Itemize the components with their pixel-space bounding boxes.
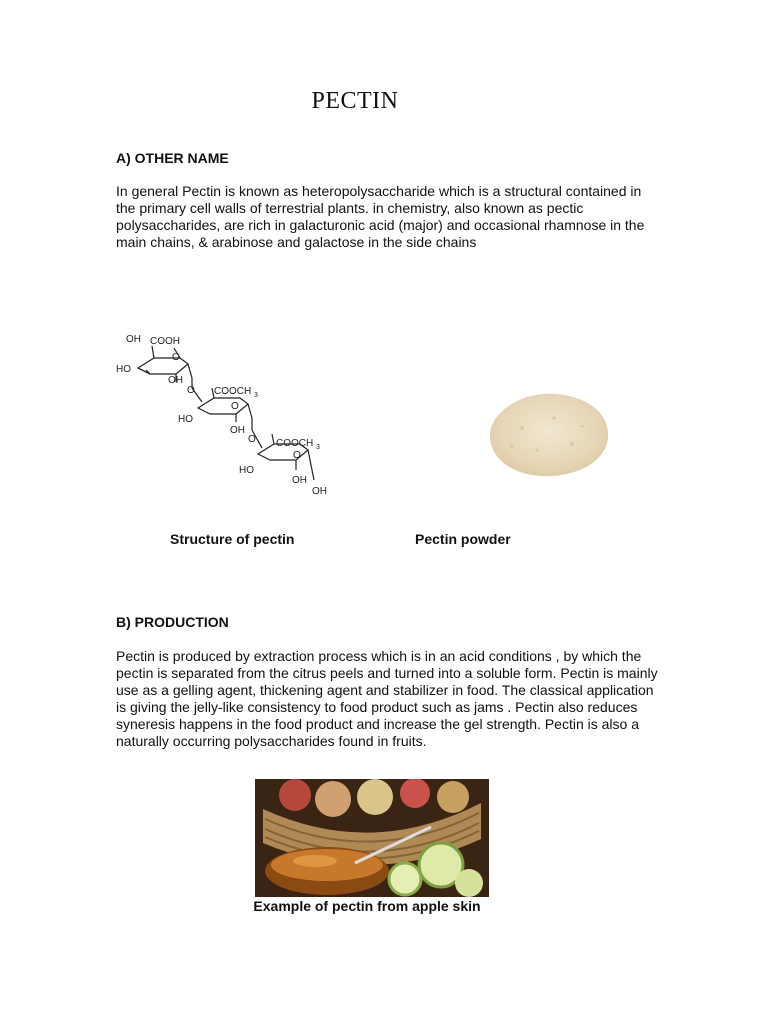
label-o-ring3: O xyxy=(293,450,301,461)
page-title: PECTIN xyxy=(311,88,399,114)
label-sub3-2: 3 xyxy=(254,392,258,399)
powder-caption: Pectin powder xyxy=(415,531,511,547)
section-b-paragraph: Pectin is produced by extraction process which is in an acid conditions , by which the pectin is separated from the citrus peels and turned into a soluble form. Pectin is mainly use as a gelling agent, thickening agent and stabilizer in food. The classical application is giving the jelly-like consistency to food product such as jams . Pectin also reduces syneresis happens in the food product and increase the gel strength. Pectin is also a naturally occurring polysaccharides found in fruits. xyxy=(116,648,658,749)
label-o-ring1: O xyxy=(172,352,180,363)
label-cooh: COOH xyxy=(150,336,180,347)
apple-jam-image xyxy=(255,779,489,897)
label-ho-2: HO xyxy=(178,414,193,425)
label-cooch3-3: COOCH xyxy=(276,438,314,449)
pectin-structure-diagram xyxy=(116,330,331,500)
label-sub3-3: 3 xyxy=(316,444,320,451)
label-o-link2: O xyxy=(248,434,256,445)
label-ho-1: HO xyxy=(116,364,131,375)
apple-caption: Example of pectin from apple skin xyxy=(253,898,481,914)
label-oh-3b: OH xyxy=(312,486,327,497)
pectin-powder-image xyxy=(482,388,612,480)
section-a-paragraph: In general Pectin is known as heteropolysaccharide which is a structural contained in the primary cell walls of terrestrial plants. in chemistry, also known as pectic polysaccharides, are rich in galacturonic acid (major) and occasional rhamnose in the main chains, & arabinose and galactose in the side chains xyxy=(116,183,645,250)
label-oh-2: OH xyxy=(230,425,245,436)
label-ho-3: HO xyxy=(239,465,254,476)
label-o-ring2: O xyxy=(231,401,239,412)
label-oh-3a: OH xyxy=(292,475,307,486)
section-a-heading: A) OTHER NAME xyxy=(116,150,229,166)
label-oh-top: OH xyxy=(126,334,141,345)
section-b-heading: B) PRODUCTION xyxy=(116,614,229,630)
label-oh-1: OH xyxy=(168,375,183,386)
pectin-structure-svg xyxy=(116,330,331,500)
structure-caption: Structure of pectin xyxy=(170,531,295,547)
label-cooch3-2: COOCH xyxy=(214,386,252,397)
label-o-link1: O xyxy=(187,385,195,396)
